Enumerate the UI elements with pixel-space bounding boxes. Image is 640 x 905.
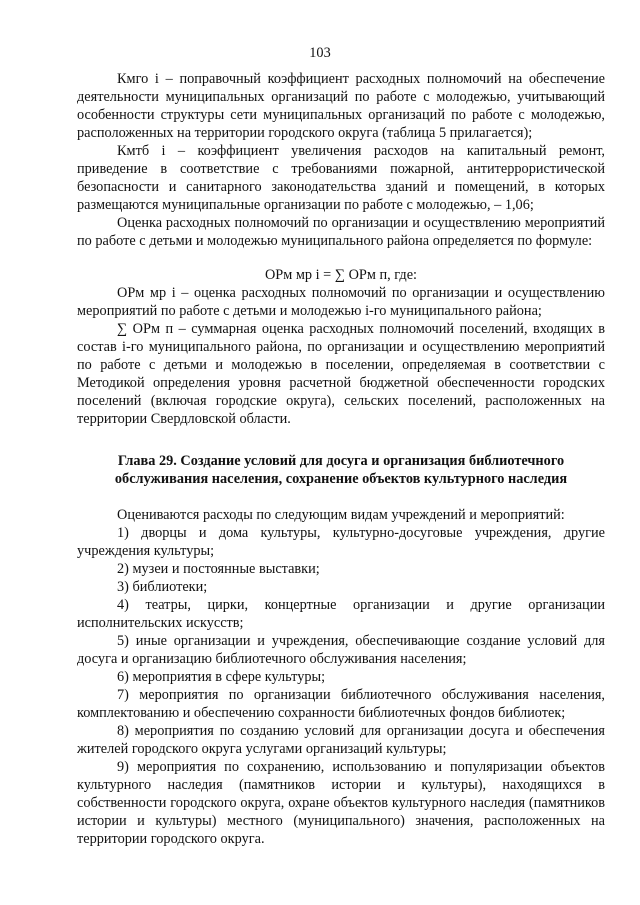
page-number: 103 [309,45,331,61]
list-item: 8) мероприятия по созданию условий для организации досуга и обеспечения жителей городского округа услугами организаций культуры; [77,723,605,757]
formula: ОРм мр i = ∑ ОРм п, где: [264,267,418,283]
paragraph-orm-definition: ОРм мр i – оценка расходных полномочий по организации и осуществлению мероприятий по работе с детьми и молодежью i-го муниципального района; [77,285,605,319]
list-item: 5) иные организации и учреждения, обеспечивающие создание условий для досуга и организацию библиотечного обслуживания населения; [77,633,605,667]
list-intro: Оцениваются расходы по следующим видам учреждений и мероприятий: [117,507,565,523]
paragraph-formula-intro: Оценка расходных полномочий по организации и осуществлению мероприятий по работе с детьми и молодежью муниципального района определяется по формуле: [77,215,605,249]
list-item: 4) театры, цирки, концертные организации и другие организации исполнительских искусств; [77,597,605,631]
list-item: 2) музеи и постоянные выставки; [117,561,320,577]
list-item: 1) дворцы и дома культуры, культурно-досуговые учреждения, другие учреждения культуры; [77,525,605,559]
paragraph-kmtb: Кмтб i – коэффициент увеличения расходов на капитальный ремонт, приведение в соответствие с требованиями пожарной, антитеррористической безопасности и санитарного законодательства зданий и помещений, в которых размещаются муниципальные организации по работе с молодежью, – 1,06; [77,143,605,213]
page-content [77,70,605,848]
paragraph-sum-definition: ∑ ОРм п – суммарная оценка расходных полномочий поселений, входящих в состав i-го муниципального района, по организации и осуществлению мероприятий по работе с детьми и молодежью в поселении, определяемая в соответствии с Методикой определения уровня расчетной бюджетной обеспеченности городских поселений (включая городские округа), сельских поселений, расположенных на территории Свердловской области. [77,321,605,427]
list-item: 3) библиотеки; [117,579,208,595]
list-item: 9) мероприятия по сохранению, использованию и популяризации объектов культурного наследия (памятников истории и культуры), находящихся в собственности городского округа, охране объектов культурного наследия (памятников истории и культуры) местного (муниципального) значения, расположенных на территории городского округа. [77,759,605,847]
list-item: 6) мероприятия в сфере культуры; [117,669,326,685]
spacer [77,488,605,506]
paragraph-kmgo: Кмго i – поправочный коэффициент расходных полномочий на обеспечение деятельности муниципальных организаций по работе с молодежью, учитывающий особенности структуры сети муниципальных организаций по работе с молодежью, расположенных на территории городского округа (таблица 5 прилагается); [77,71,605,141]
list-item: 7) мероприятия по организации библиотечного обслуживания населения, комплектованию и обеспечению сохранности библиотечных фондов библиотек; [77,687,605,721]
chapter-heading: Глава 29. Создание условий для досуга и организация библиотечного обслуживания населения, сохранение объектов культурного наследия [114,453,568,487]
